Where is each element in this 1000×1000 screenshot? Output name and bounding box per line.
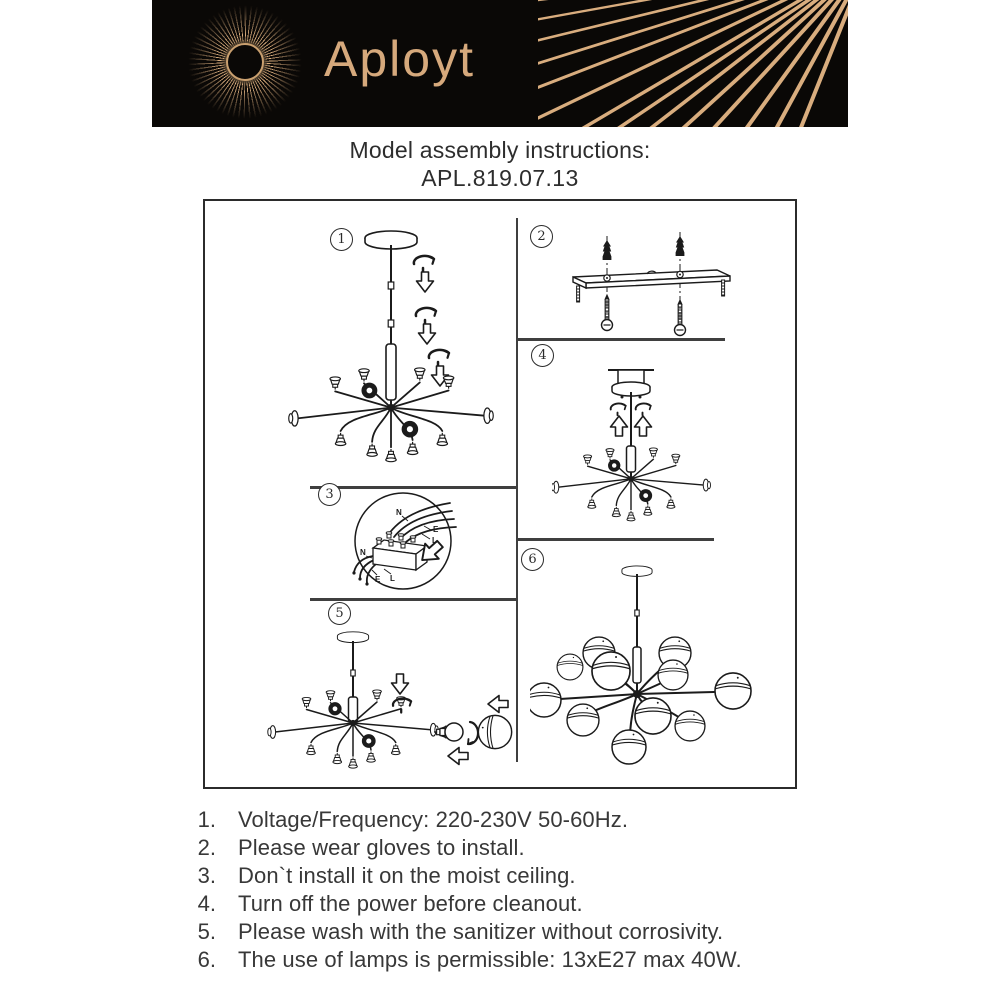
wire-label-l-bottom: L [390,574,395,583]
terminal-block-wiring-diagram [348,488,460,598]
wire-label-e-bottom: E [375,575,381,584]
light-rays-icon [538,0,848,127]
page-title: Model assembly instructions: [349,137,651,163]
instruction-item-4 [170,890,860,918]
instruction-item-2 [170,834,860,862]
instruction-text: Turn off the power before cleanout. [238,891,583,916]
instruction-text: Don`t install it on the moist ceiling. [238,863,576,888]
assembly-diagram-box [203,199,797,789]
instruction-number: 2. [197,835,216,860]
instructions-list [170,806,860,974]
instruction-number: 3. [197,863,216,888]
chandelier-rod-assembly-diagram [287,224,502,486]
light-bulb-icon [440,723,463,741]
instruction-text: Please wash with the sanitizer without corrosivity. [238,919,724,944]
ceiling-bracket-fasteners-diagram [547,230,747,339]
model-code: APL.819.07.13 [421,165,579,191]
assembled-chandelier-diagram [530,562,797,785]
divider-vertical [516,218,518,762]
instruction-text: Please wear gloves to install. [238,835,525,860]
divider-step3-step5 [310,598,518,601]
brand-name: Aployt [324,31,475,87]
divider-step4-step6 [516,538,714,541]
instruction-number: 1. [197,807,216,832]
wire-label-l-top: L [432,536,437,545]
instruction-number: 6. [197,947,216,972]
instruction-item-3 [170,862,860,890]
sunburst-center [226,43,264,81]
instruction-number: 4. [197,891,216,916]
canopy-mounting-diagram [552,360,792,536]
bulb-and-globe-installation-diagram [210,624,514,790]
step-3-badge: 3 [318,483,341,506]
step-2-badge: 2 [530,225,553,248]
instruction-item-5 [170,918,860,946]
step-6-badge: 6 [521,548,544,571]
instruction-number: 5. [197,919,216,944]
sunburst-logo-icon [187,4,303,120]
step-4-badge: 4 [531,344,554,367]
brand-banner [152,0,848,127]
step-5-badge: 5 [328,602,351,625]
instruction-item-6 [170,946,860,974]
instruction-text: Voltage/Frequency: 220-230V 50-60Hz. [238,807,629,832]
wire-label-n-bottom: N [360,548,366,557]
wire-label-n-top: N [396,508,402,517]
instruction-text: The use of lamps is permissible: 13xE27 max 40W. [238,947,742,972]
step-1-badge: 1 [330,228,353,251]
wire-label-e-top: E [433,525,439,534]
instruction-item-1 [170,806,860,834]
